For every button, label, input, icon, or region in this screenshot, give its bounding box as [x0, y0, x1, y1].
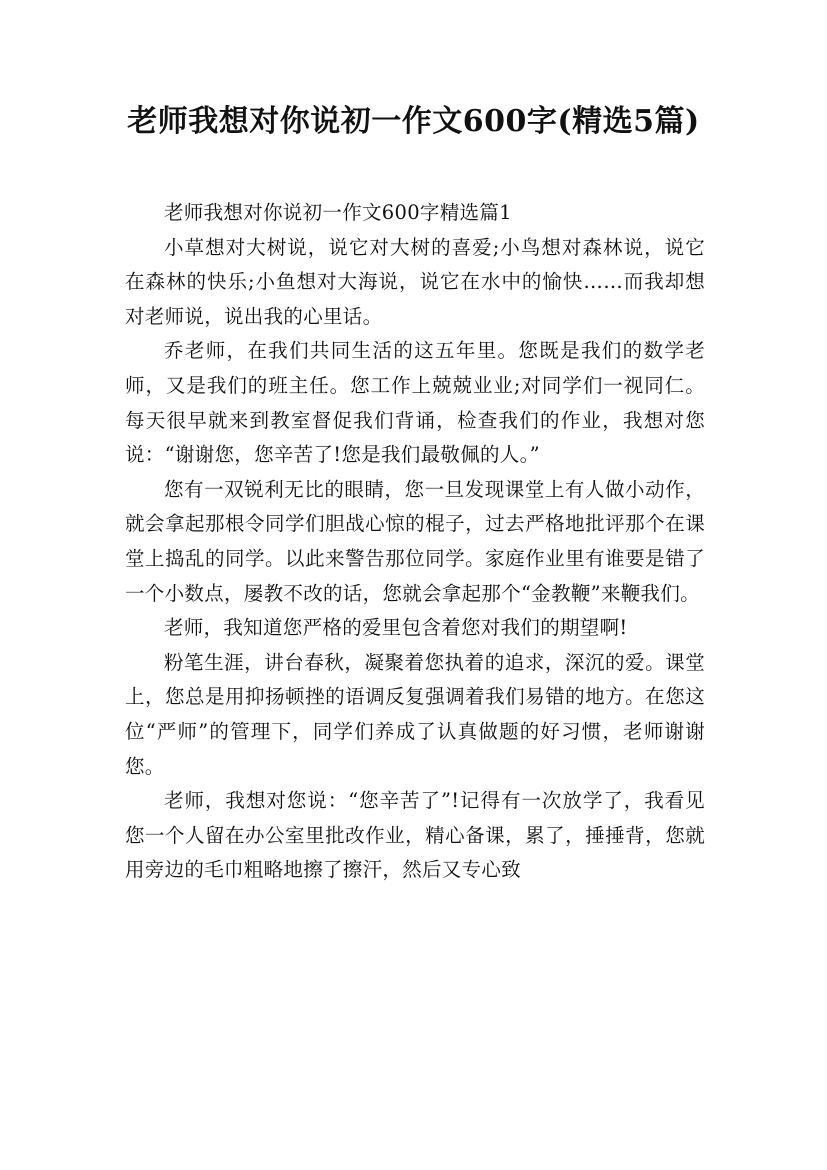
- paragraph: 粉笔生涯，讲台春秋，凝聚着您执着的追求，深沉的爱。课堂上，您总是用抑扬顿挫的语调反复强调着我们易错的地方。在您这位“严师”的管理下，同学们养成了认真做题的好习惯，老师谢谢您。: [125, 650, 705, 778]
- paragraph: 小草想对大树说，说它对大树的喜爱;小鸟想对森林说，说它在森林的快乐;小鱼想对大海说，说它在水中的愉快……而我却想对老师说，说出我的心里话。: [125, 235, 705, 328]
- document-body: [125, 196, 705, 888]
- paragraph: 老师，我知道您严格的爱里包含着您对我们的期望啊!: [164, 616, 628, 640]
- document-title: 老师我想对你说初一作文600字(精选5篇): [127, 104, 700, 139]
- paragraph: 老师，我想对您说：“您辛苦了”!记得有一次放学了，我看见您一个人留在办公室里批改作业，精心备课，累了，捶捶背，您就用旁边的毛巾粗略地擦了擦汗，然后又专心致: [125, 789, 705, 882]
- paragraph: 乔老师，在我们共同生活的这五年里。您既是我们的数学老师，又是我们的班主任。您工作上兢兢业业;对同学们一视同仁。每天很早就来到教室督促我们背诵，检查我们的作业，我想对您说：“谢谢您，您辛苦了!您是我们最敬佩的人。”: [125, 339, 705, 467]
- paragraph: 您有一双锐利无比的眼睛，您一旦发现课堂上有人做小动作，就会拿起那根令同学们胆战心惊的棍子，过去严格地批评那个在课堂上捣乱的同学。以此来警告那位同学。家庭作业里有谁要是错了一个小数点，屡教不改的话，您就会拿起那个“金教鞭”来鞭我们。: [125, 477, 705, 605]
- section-heading: 老师我想对你说初一作文600字精选篇1: [164, 201, 512, 224]
